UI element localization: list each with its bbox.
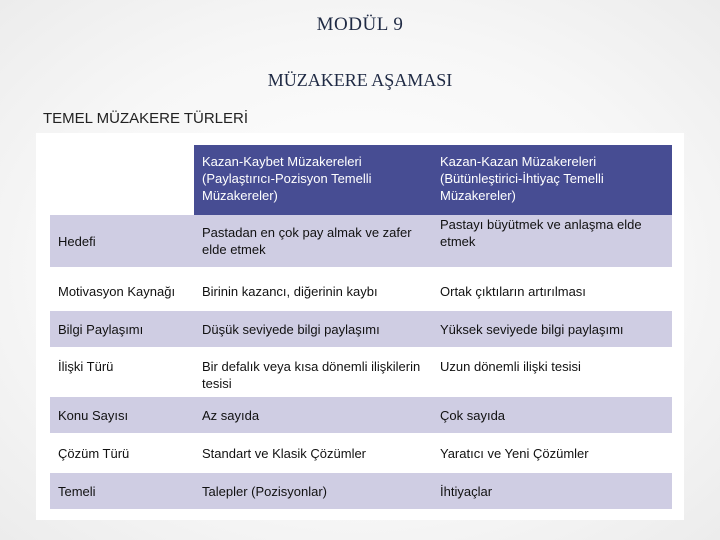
header-win-win: Kazan-Kazan Müzakereleri (Bütünleştirici-İhtiyaç Temelli Müzakereler) — [436, 145, 672, 215]
row-label: Konu Sayısı — [50, 397, 194, 433]
row-label: Motivasyon Kaynağı — [50, 271, 194, 311]
table-row — [50, 433, 672, 473]
table-heading: TEMEL MÜZAKERE TÜRLERİ — [43, 110, 249, 127]
win-lose-cell: Talepler (Pozisyonlar) — [194, 473, 436, 509]
win-win-cell: İhtiyaçlar — [436, 473, 672, 509]
win-win-cell: Çok sayıda — [436, 397, 672, 433]
win-lose-cell: Birinin kazancı, diğerinin kaybı — [194, 271, 436, 311]
table-row — [50, 271, 672, 311]
table-row — [50, 473, 672, 509]
table-row — [50, 311, 672, 347]
table-header-row — [50, 145, 672, 215]
header-empty-cell — [50, 145, 194, 215]
row-label: Bilgi Paylaşımı — [50, 311, 194, 347]
negotiation-types-table — [50, 145, 672, 509]
win-win-cell: Ortak çıktıların artırılması — [436, 271, 672, 311]
win-lose-cell: Standart ve Klasik Çözümler — [194, 433, 436, 473]
table-row — [50, 215, 672, 267]
row-label: Temeli — [50, 473, 194, 509]
win-win-cell: Yüksek seviyede bilgi paylaşımı — [436, 311, 672, 347]
comparison-panel — [36, 133, 684, 520]
row-label: İlişki Türü — [50, 347, 194, 397]
win-lose-cell: Düşük seviyede bilgi paylaşımı — [194, 311, 436, 347]
row-label: Çözüm Türü — [50, 433, 194, 473]
header-win-lose: Kazan-Kaybet Müzakereleri (Paylaştırıcı-Pozisyon Temelli Müzakereler) — [194, 145, 436, 215]
table-row — [50, 397, 672, 433]
win-win-cell: Uzun dönemli ilişki tesisi — [436, 347, 672, 397]
win-lose-cell: Bir defalık veya kısa dönemli ilişkilerin tesisi — [194, 347, 436, 397]
win-lose-cell: Az sayıda — [194, 397, 436, 433]
table-row — [50, 347, 672, 397]
win-win-cell: Pastayı büyütmek ve anlaşma elde etmek — [436, 215, 672, 267]
module-title: MODÜL 9 — [316, 14, 404, 35]
win-win-cell: Yaratıcı ve Yeni Çözümler — [436, 433, 672, 473]
row-label: Hedefi — [50, 215, 194, 267]
section-title: MÜZAKERE AŞAMASI — [267, 70, 453, 90]
win-lose-cell: Pastadan en çok pay almak ve zafer elde etmek — [194, 215, 436, 267]
